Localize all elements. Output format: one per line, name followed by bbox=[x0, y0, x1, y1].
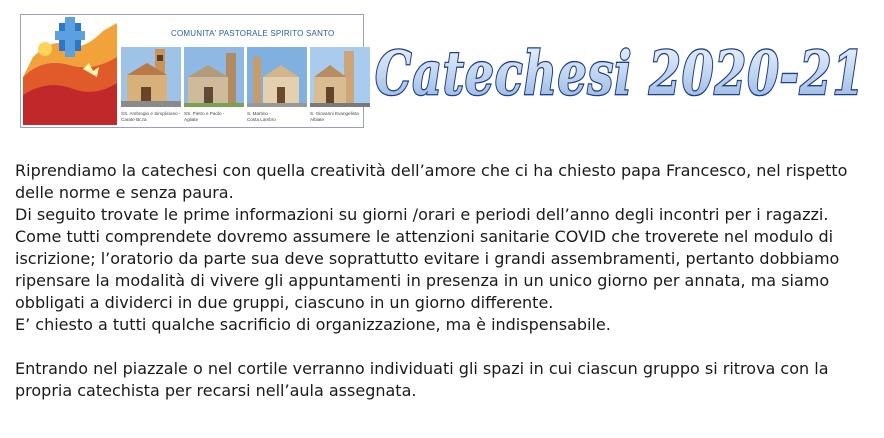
church-giovanni-image bbox=[310, 47, 370, 107]
paragraph-gap bbox=[15, 336, 877, 358]
body-line: ripensare la modalità di vivere gli appuntamenti in presenza in un unico giorno per annata, ma siamo bbox=[15, 271, 830, 290]
page-headline bbox=[370, 20, 870, 114]
body-line: delle norme e senza paura. bbox=[15, 183, 234, 202]
body-line: iscrizione; l’oratorio da parte sua deve soprattutto evitare i grandi assembramenti, pertanto dobbiamo bbox=[15, 249, 840, 268]
church-caption: S. Giovanni Evangelista Albiate bbox=[310, 111, 359, 122]
parish-banner bbox=[20, 14, 364, 128]
body-line: E’ chiesto a tutti qualche sacrificio di organizzazione, ma è indispensabile. bbox=[15, 315, 611, 334]
body-line: Riprendiamo la catechesi con quella creatività dell’amore che ci ha chiesto papa Francesco, nel rispetto bbox=[15, 161, 848, 180]
church-martino-image bbox=[247, 47, 307, 107]
parish-logo bbox=[23, 17, 117, 125]
body-line: obbligati a dividerci in due gruppi, ciascuno in un giorno differente. bbox=[15, 293, 554, 312]
body-text bbox=[15, 160, 877, 402]
banner-title: COMUNITA' PASTORALE SPIRITO SANTO bbox=[171, 29, 335, 38]
headline-text: Catechesi 2020-21 bbox=[375, 39, 865, 109]
body-line: Entrando nel piazzale o nel cortile verranno individuati gli spazi in cui ciascun gruppo si ritrova con la bbox=[15, 359, 829, 378]
body-line: Come tutti comprendete dovremo assumere le attenzioni sanitarie COVID che troverete nel modulo di bbox=[15, 227, 834, 246]
body-line: Di seguito trovate le prime informazioni su giorni /orari e periodi dell’anno degli incontri per i ragazzi. bbox=[15, 205, 829, 224]
church-caption: S. Martino - Costa Lambro bbox=[247, 111, 276, 122]
body-line: propria catechista per recarsi nell’aula assegnata. bbox=[15, 381, 417, 400]
church-caption: SS. Ambrogio e Simpliciano - Carate Br.za bbox=[121, 111, 181, 122]
church-ambrogio-image bbox=[121, 47, 181, 107]
church-caption: SS. Pietro e Paolo - Agliate bbox=[184, 111, 225, 122]
church-pietro-paolo-image bbox=[184, 47, 244, 107]
